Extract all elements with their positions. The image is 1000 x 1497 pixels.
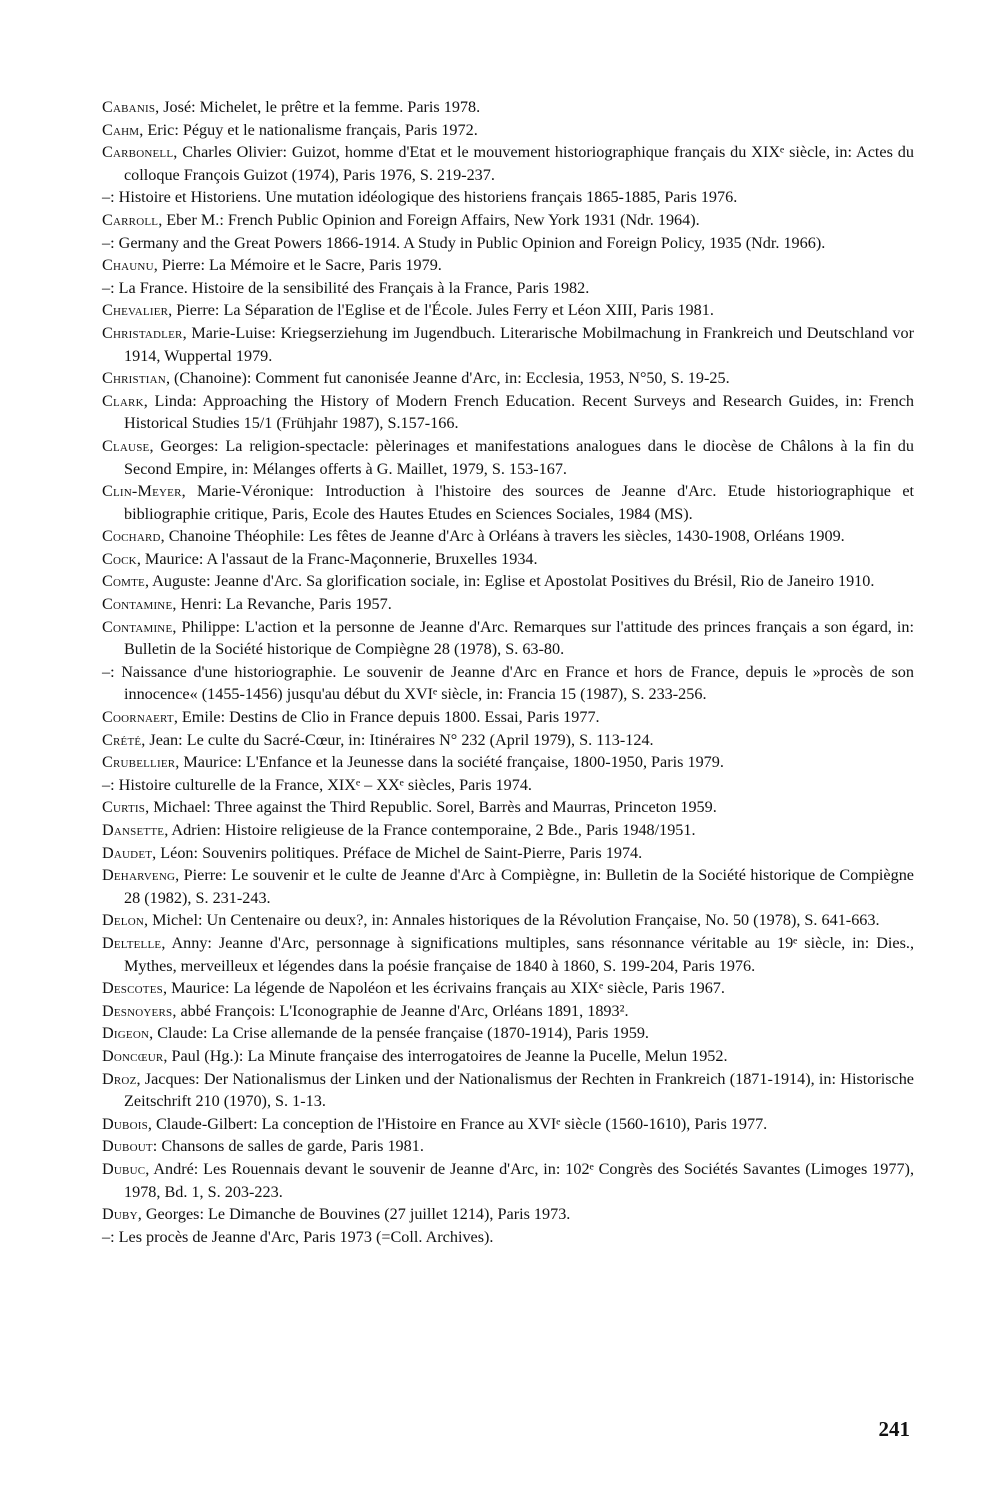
entry-author: Carroll [102, 210, 159, 229]
bibliography-entry [102, 1068, 914, 1113]
entry-author: Crété [102, 730, 142, 749]
bibliography-entry [102, 1045, 914, 1068]
bibliography-entry [102, 367, 914, 390]
bibliography-entry [102, 1113, 914, 1136]
entry-text: , Pierre: La Mémoire et le Sacre, Paris 1979. [153, 256, 442, 275]
bibliography-entry [102, 1158, 914, 1203]
bibliography-entry [102, 254, 914, 277]
entry-author: Cahm [102, 120, 140, 139]
bibliography-entry [102, 119, 914, 142]
entry-author: Crubellier [102, 753, 176, 772]
entry-text: , Pierre: La Séparation de l'Eglise et de l'École. Jules Ferry et Léon XIII, Paris 1981. [168, 301, 714, 320]
bibliography-entry [102, 209, 914, 232]
bibliography-entry [102, 842, 914, 865]
bibliography-entry [102, 909, 914, 932]
bibliography-entry [102, 141, 914, 186]
bibliography-entry [102, 525, 914, 548]
page-number: 241 [878, 1417, 910, 1441]
bibliography-entry [102, 661, 914, 706]
bibliography-entry [102, 390, 914, 435]
bibliography-entry [102, 277, 914, 300]
entry-text: , Marie-Véronique: Introduction à l'histoire des sources de Jeanne d'Arc. Etude historiographique et bibliographie critique, Paris, Ecole des Hautes Etudes en Sciences Sociales, 1984 (MS). [124, 482, 914, 523]
entry-text: , Henri: La Revanche, Paris 1957. [172, 595, 392, 614]
entry-text: , Michel: Un Centenaire ou deux?, in: Annales historiques de la Révolution Française, No. 50 (1978), S. 641-663. [144, 911, 880, 930]
entry-author: Comte [102, 572, 145, 591]
entry-author: Curtis [102, 798, 146, 817]
entry-author: Deharveng [102, 866, 176, 885]
entry-text: , José: Michelet, le prêtre et la femme. Paris 1978. [155, 98, 481, 116]
entry-text: , Marie-Luise: Kriegserziehung im Jugendbuch. Literarische Mobilmachung in Frankreich und Deutschland vor 1914, Wuppertal 1979. [124, 323, 914, 365]
bibliography-entry [102, 435, 914, 480]
bibliography-entry [102, 593, 914, 616]
entry-text: , abbé François: L'Iconographie de Jeanne d'Arc, Orléans 1891, 1893². [172, 1001, 629, 1020]
entry-text: : Chansons de salles de garde, Paris 1981. [152, 1137, 424, 1156]
entry-text: , Chanoine Théophile: Les fêtes de Jeanne d'Arc à Orléans à travers les siècles, 1430-1908, Orléans 1909. [160, 527, 845, 546]
entry-text: , (Chanoine): Comment fut canonisée Jeanne d'Arc, in: Ecclesia, 1953, N°50, S. 19-25. [165, 369, 730, 388]
entry-text: , Jacques: Der Nationalismus der Linken und der Nationalismus der Rechten in Frankreich (1871-1914), in: Historische Zeitschrift 210 (1970), S. 1-13. [124, 1069, 914, 1111]
bibliography-entry [102, 232, 914, 255]
entry-author: Carbonell [102, 143, 174, 162]
entry-text: , Eric: Péguy et le nationalisme français, Paris 1972. [139, 120, 478, 139]
entry-text: –: Les procès de Jeanne d'Arc, Paris 1973 (=Coll. Archives). [102, 1227, 494, 1246]
bibliography-entry [102, 96, 914, 119]
bibliography-entry [102, 1135, 914, 1158]
bibliography-entry [102, 706, 914, 729]
bibliography-entry [102, 729, 914, 752]
bibliography-entry [102, 322, 914, 367]
entry-text: , Maurice: A l'assaut de la Franc-Maçonnerie, Bruxelles 1934. [136, 549, 538, 568]
bibliography-list [102, 96, 914, 1248]
entry-text: , Linda: Approaching the History of Modern French Education. Recent Surveys and Research Guides, in: French Historical Studies 15/1 (Frühjahr 1987), S.157-166. [124, 391, 914, 433]
entry-author: Clin-Meyer [102, 482, 182, 501]
entry-author: Dubout [102, 1137, 153, 1156]
entry-author: Cabanis [102, 98, 156, 116]
entry-text: –: Histoire et Historiens. Une mutation idéologique des historiens français 1865-1885, Paris 1976. [102, 188, 738, 207]
entry-author: Droz [102, 1069, 137, 1088]
bibliography-entry [102, 299, 914, 322]
entry-text: , Philippe: L'action et la personne de Jeanne d'Arc. Remarques sur l'attitude des princes français a son égard, in: Bulletin de la Société historique de Compiègne 28 (1978), S. 63-80. [124, 617, 914, 659]
entry-author: Desnoyers [102, 1001, 173, 1020]
entry-text: , Auguste: Jeanne d'Arc. Sa glorification sociale, in: Eglise et Apostolat Positives du Brésil, Rio de Janeiro 1910. [144, 572, 875, 591]
entry-author: Contamine [102, 595, 173, 614]
bibliography-entry [102, 1203, 914, 1226]
entry-author: Christian [102, 369, 166, 388]
entry-text: , Charles Olivier: Guizot, homme d'Etat et le mouvement historiographique français du XIXᵉ siècle, in: Actes du colloque François Guizot (1974), Paris 1976, S. 219-237. [124, 143, 914, 184]
entry-text: , Paul (Hg.): La Minute française des interrogatoires de Jeanne la Pucelle, Melun 1952. [163, 1046, 728, 1065]
bibliography-entry [102, 1226, 914, 1249]
entry-text: , Jean: Le culte du Sacré-Cœur, in: Itinéraires N° 232 (April 1979), S. 113-124. [141, 730, 654, 749]
bibliography-entry [102, 977, 914, 1000]
entry-author: Contamine [102, 617, 173, 636]
entry-author: Clark [102, 391, 144, 410]
entry-author: Doncœur [102, 1046, 164, 1065]
entry-author: Chaunu [102, 256, 154, 275]
entry-text: , Emile: Destins de Clio in France depuis 1800. Essai, Paris 1977. [173, 708, 600, 727]
entry-text: , Adrien: Histoire religieuse de la France contemporaine, 2 Bde., Paris 1948/1951. [164, 821, 696, 839]
bibliography-entry [102, 480, 914, 525]
bibliography-entry [102, 186, 914, 209]
entry-author: Digeon [102, 1024, 150, 1043]
bibliography-entry [102, 548, 914, 571]
entry-author: Descotes [102, 979, 163, 998]
entry-author: Duby [102, 1205, 138, 1224]
bibliography-entry [102, 616, 914, 661]
entry-text: , Pierre: Le souvenir et le culte de Jeanne d'Arc à Compiègne, in: Bulletin de la Société historique de Compiègne 28 (1982), S. 231-243. [124, 866, 914, 907]
bibliography-entry [102, 796, 914, 819]
entry-text: , Claude: La Crise allemande de la pensée française (1870-1914), Paris 1959. [149, 1024, 649, 1043]
entry-author: Delon [102, 911, 145, 930]
entry-text: –: Histoire culturelle de la France, XIXᵉ – XXᵉ siècles, Paris 1974. [102, 775, 532, 794]
bibliography-entry [102, 751, 914, 774]
entry-author: Chevalier [102, 301, 169, 320]
bibliography-entry [102, 932, 914, 977]
entry-author: Daudet [102, 843, 153, 862]
entry-author: Cock [102, 549, 137, 568]
bibliography-entry [102, 864, 914, 909]
entry-author: Christadler [102, 323, 183, 342]
entry-author: Dubois [102, 1114, 148, 1133]
entry-text: –: Naissance d'une historiographie. Le souvenir de Jeanne d'Arc en France et hors de France, depuis le »procès de son innocence« (1455-1456) jusqu'au début du XVIᵉ siècle, in: Francia 15 (1987), S. 233-256. [102, 662, 914, 704]
entry-author: Dubuc [102, 1159, 146, 1178]
entry-text: , Léon: Souvenirs politiques. Préface de Michel de Saint-Pierre, Paris 1974. [152, 843, 643, 862]
entry-text: , André: Les Rouennais devant le souvenir de Jeanne d'Arc, in: 102ᵉ Congrès des Sociétés Savantes (Limoges 1977), 1978, Bd. 1, S. 203-223. [124, 1159, 914, 1201]
entry-text: , Anny: Jeanne d'Arc, personnage à significations multiples, sans résonnance véritable au 19ᵉ siècle, in: Dies., Mythes, merveilleux et légendes dans la poésie française de 1840 à 1860, S. 199-204, Paris 1976. [124, 933, 914, 975]
entry-text: , Claude-Gilbert: La conception de l'Histoire en France au XVIᵉ siècle (1560-1610), Paris 1977. [147, 1114, 768, 1133]
entry-author: Dansette [102, 821, 165, 839]
entry-author: Clause [102, 436, 150, 455]
entry-author: Cochard [102, 527, 161, 546]
bibliography-entry [102, 1022, 914, 1045]
bibliography-entry [102, 1000, 914, 1023]
entry-text: , Georges: Le Dimanche de Bouvines (27 juillet 1214), Paris 1973. [137, 1205, 571, 1224]
entry-author: Deltelle [102, 933, 162, 952]
bibliography-entry [102, 819, 914, 842]
entry-text: –: La France. Histoire de la sensibilité des Français à la France, Paris 1982. [102, 278, 590, 297]
entry-text: , Maurice: L'Enfance et la Jeunesse dans la société française, 1800-1950, Paris 1979. [175, 753, 724, 772]
entry-text: –: Germany and the Great Powers 1866-1914. A Study in Public Opinion and Foreign Policy, 1935 (Ndr. 1966). [102, 233, 826, 252]
entry-text: , Michael: Three against the Third Republic. Sorel, Barrès and Maurras, Princeton 1959. [145, 798, 717, 817]
entry-author: Coornaert [102, 708, 174, 727]
bibliography-entry [102, 570, 914, 593]
entry-text: , Eber M.: French Public Opinion and Foreign Affairs, New York 1931 (Ndr. 1964). [158, 210, 700, 229]
entry-text: , Georges: La religion-spectacle: pèlerinages et manifestations analogues dans le diocèse de Châlons à la fin du Second Empire, in: Mélanges offerts à G. Maillet, 1979, S. 153-167. [124, 436, 914, 478]
entry-text: , Maurice: La légende de Napoléon et les écrivains français au XIXᵉ siècle, Paris 1967. [162, 979, 725, 998]
bibliography-entry [102, 774, 914, 797]
